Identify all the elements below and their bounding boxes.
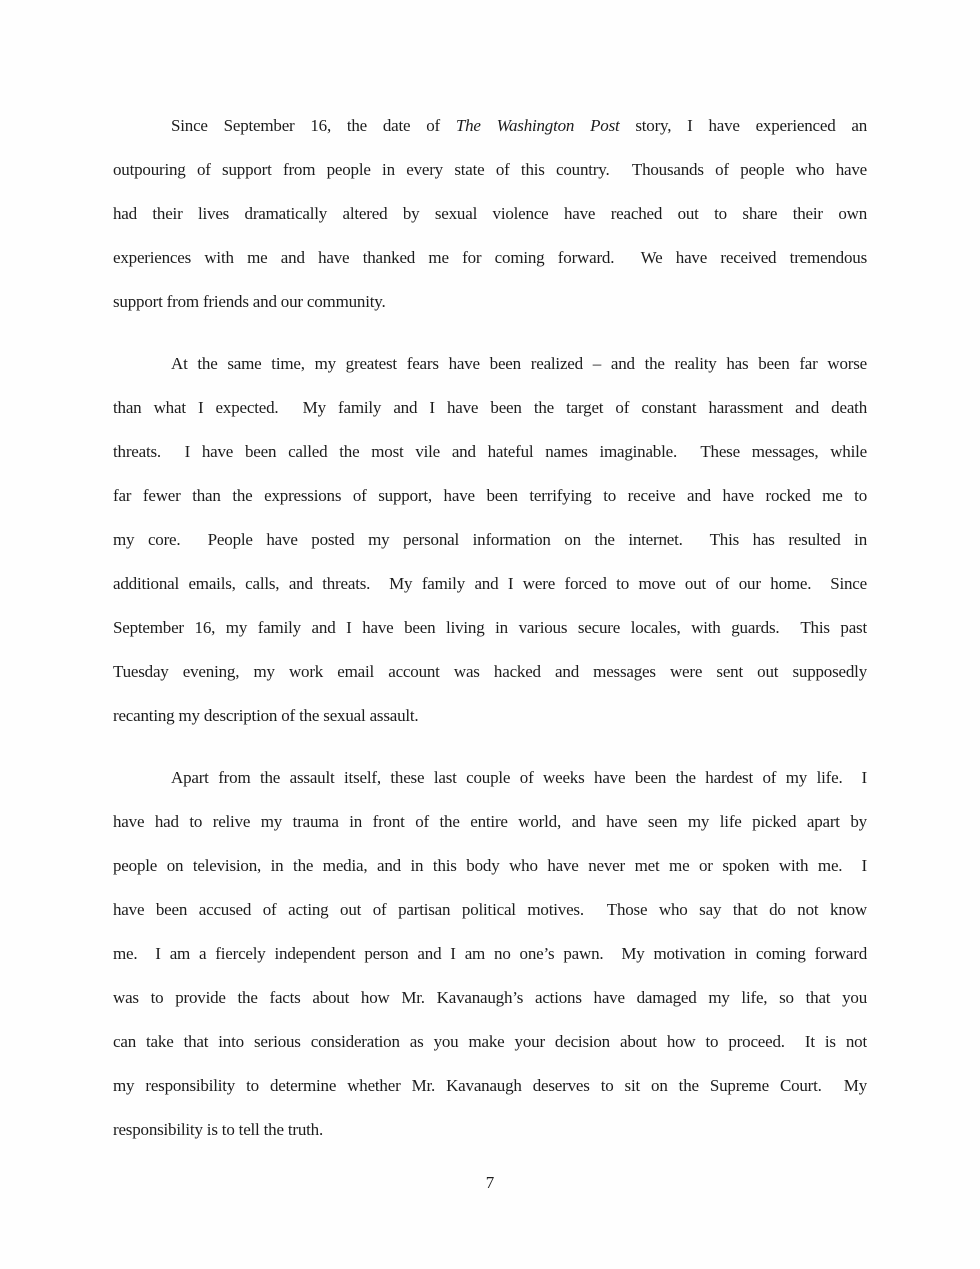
text-segment: additional emails, calls, and threats. My family and I were forced to move out of our home. Since [113,574,867,593]
text-segment: than what I expected. My family and I have been the target of constant harassment and death [113,398,867,417]
text-line [113,518,867,562]
text-segment: September 16, my family and I have been living in various secure locales, with guards. This past [113,618,867,637]
text-segment: my core. People have posted my personal information on the internet. This has resulted in [113,530,867,549]
text-line [113,606,867,650]
text-line [113,474,867,518]
text-segment: responsibility is to tell the truth. [113,1120,324,1139]
text-line [113,976,867,1020]
text-line [113,1064,867,1108]
text-segment: experiences with me and have thanked me for coming forward. We have received tremendous [113,248,867,267]
text-segment: have been accused of acting out of partisan political motives. Those who say that do not know [113,900,867,919]
text-line [113,1020,867,1064]
text-line [113,236,867,280]
text-line [113,756,867,800]
text-segment: people on television, in the media, and in this body who have never met me or spoken with me. I [113,856,867,875]
text-segment: At the same time, my greatest fears have been realized – and the reality has been far worse [171,354,867,373]
text-line [113,192,867,236]
text-segment: have had to relive my trauma in front of the entire world, and have seen my life picked apart by [113,812,867,831]
text-segment: recanting my description of the sexual assault. [113,706,419,725]
text-segment: story, I have experienced an [619,116,867,135]
italic-text-segment: The Washington Post [455,116,620,135]
text-line [113,104,867,148]
paragraph [113,756,867,1152]
text-segment: outpouring of support from people in every state of this country. Thousands of people who have [113,160,867,179]
page-number: 7 [485,1173,495,1192]
text-segment: threats. I have been called the most vile and hateful names imaginable. These messages, while [113,442,867,461]
text-line [113,1108,867,1152]
text-line [113,694,867,738]
text-line [113,650,867,694]
text-line [113,342,867,386]
text-line [113,562,867,606]
text-segment: was to provide the facts about how Mr. Kavanaugh’s actions have damaged my life, so that you [113,988,867,1007]
text-segment: me. I am a fiercely independent person and I am no one’s pawn. My motivation in coming forward [113,944,867,963]
text-line [113,888,867,932]
text-segment: my responsibility to determine whether Mr. Kavanaugh deserves to sit on the Supreme Court. My [113,1076,867,1095]
text-segment: can take that into serious consideration as you make your decision about how to proceed. It is not [113,1032,867,1051]
text-line [113,932,867,976]
text-line [113,800,867,844]
text-segment: support from friends and our community. [113,292,386,311]
text-line [113,430,867,474]
text-segment: Since September 16, the date of [171,116,456,135]
text-line [113,148,867,192]
document-body [113,104,867,1152]
text-segment: Tuesday evening, my work email account was hacked and messages were sent out supposedly [113,662,867,681]
text-line [113,844,867,888]
paragraph [113,342,867,738]
text-line [113,280,867,324]
text-segment: far fewer than the expressions of support, have been terrifying to receive and have rocked me to [113,486,867,505]
text-line [113,386,867,430]
paragraph [113,104,867,324]
text-segment: had their lives dramatically altered by sexual violence have reached out to share their own [113,204,867,223]
text-segment: Apart from the assault itself, these last couple of weeks have been the hardest of my life. I [171,768,867,787]
